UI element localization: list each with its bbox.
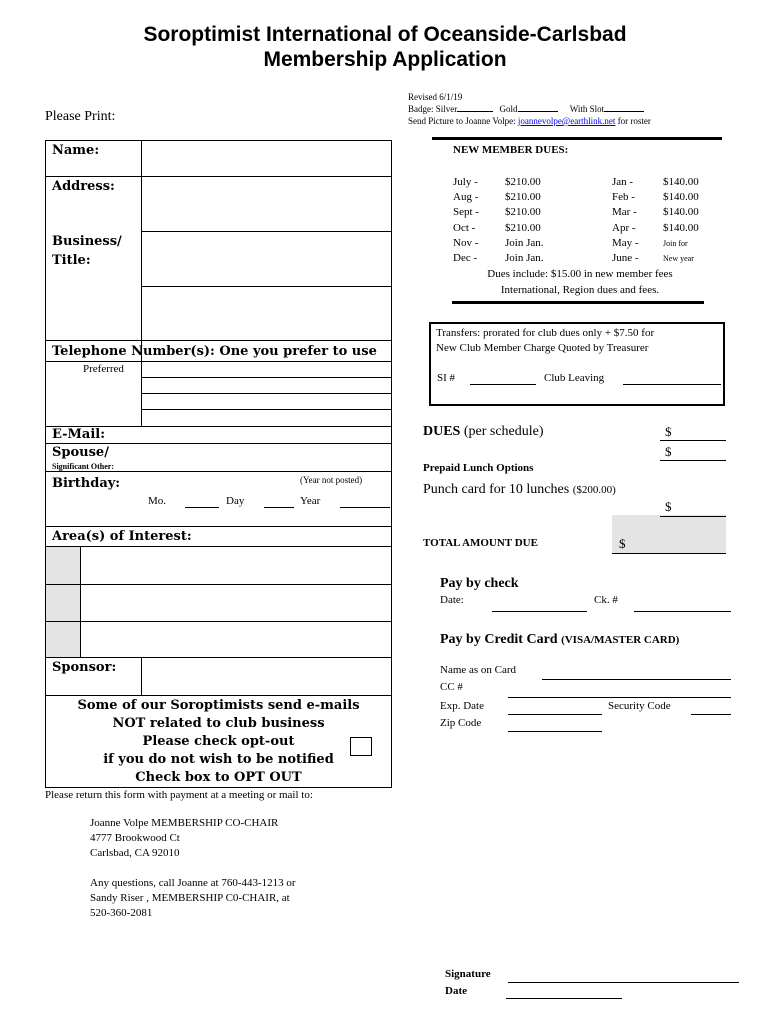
punch-amount-field[interactable] bbox=[660, 516, 726, 517]
punch-card-line bbox=[423, 482, 616, 498]
year-not-posted: (Year not posted) bbox=[300, 475, 363, 485]
dues-right-value-6: New year bbox=[663, 254, 694, 264]
punch-card-price: ($200.00) bbox=[572, 484, 616, 496]
telephone-field[interactable] bbox=[142, 362, 391, 425]
transfers-line-2: New Club Member Charge Quoted by Treasurer bbox=[436, 342, 649, 354]
badge-slot-label: With Slot bbox=[569, 104, 605, 114]
title-line-2: Membership Application bbox=[263, 48, 507, 71]
telephone-label: Telephone Number(s): One you prefer to use bbox=[52, 344, 377, 359]
dues-dollar-2: $ bbox=[665, 444, 672, 459]
optout-checkbox[interactable] bbox=[350, 737, 372, 756]
interest-field-2[interactable] bbox=[81, 585, 391, 621]
month-field[interactable] bbox=[185, 507, 219, 508]
please-print: Please Print: bbox=[45, 109, 116, 124]
pay-by-check-heading: Pay by check bbox=[440, 576, 519, 591]
dues-left-value-2: $210.00 bbox=[505, 191, 541, 204]
transfers-line-1: Transfers: prorated for club dues only + $7.50 for bbox=[436, 327, 655, 339]
name-on-card-field[interactable] bbox=[542, 679, 731, 680]
dues-right-value-4: $140.00 bbox=[663, 221, 699, 234]
day-field[interactable] bbox=[264, 507, 294, 508]
dues-left-month-3: Sept - bbox=[453, 206, 479, 219]
interest-shade-1 bbox=[46, 547, 81, 584]
badge-silver-label: Badge: Silver bbox=[408, 104, 458, 114]
badge-gold-label: Gold bbox=[499, 104, 518, 114]
dues-left-month-6: Dec - bbox=[453, 252, 478, 265]
signature-date-label: Date bbox=[445, 985, 467, 997]
security-code-label: Security Code bbox=[608, 700, 671, 712]
interest-label: Area(s) of Interest: bbox=[52, 529, 192, 544]
zip-code-field[interactable] bbox=[508, 731, 602, 732]
interest-shade-3 bbox=[46, 622, 81, 657]
total-dollar: $ bbox=[619, 536, 626, 551]
name-label: Name: bbox=[52, 143, 100, 158]
dues-right-value-1: $140.00 bbox=[663, 176, 699, 188]
check-date-label: Date: bbox=[440, 594, 464, 606]
pay-by-card-label: Pay by Credit Card bbox=[440, 632, 562, 647]
dues-line bbox=[423, 424, 544, 440]
dues-include bbox=[420, 266, 740, 298]
revised-date: Revised 6/1/19 bbox=[408, 92, 463, 102]
significant-other-label: Significant Other: bbox=[52, 462, 114, 471]
exp-date-label: Exp. Date bbox=[440, 700, 484, 712]
month-label: Mo. bbox=[148, 495, 167, 507]
business-title-label: Title: bbox=[52, 253, 91, 268]
optout-line-4: if you do not wish to be notified bbox=[103, 752, 334, 767]
cc-number-field[interactable] bbox=[508, 697, 731, 698]
dues-include-line-1: Dues include: $15.00 in new member fees bbox=[487, 268, 673, 280]
optout-text bbox=[46, 697, 391, 787]
dues-right-value-3: $140.00 bbox=[663, 206, 699, 219]
send-picture-text: Send Picture to Joanne Volpe: bbox=[408, 116, 518, 126]
dues-left-month-4: Oct - bbox=[453, 221, 476, 234]
preferred-label: Preferred bbox=[83, 363, 124, 375]
dues-right-month-1: Jan - bbox=[612, 176, 634, 188]
day-label: Day bbox=[226, 495, 245, 507]
club-leaving-label: Club Leaving bbox=[544, 372, 605, 384]
dues-right-month-5: May - bbox=[612, 236, 639, 249]
check-date-field[interactable] bbox=[492, 611, 587, 612]
dues-right-month-2: Feb - bbox=[612, 191, 635, 204]
signature-label: Signature bbox=[445, 968, 491, 980]
dues-left-value-6: Join Jan. bbox=[505, 252, 544, 265]
total-amount-field[interactable] bbox=[612, 553, 726, 554]
card-types: (VISA/MASTER CARD) bbox=[561, 634, 680, 646]
address-line-2: 4777 Brookwood Ct bbox=[90, 832, 180, 844]
dues-bold: DUES bbox=[423, 424, 461, 439]
signature-field[interactable] bbox=[508, 982, 739, 983]
for-roster-text: for roster bbox=[615, 116, 651, 126]
check-number-label: Ck. # bbox=[594, 594, 618, 606]
optout-line-5: Check box to OPT OUT bbox=[135, 770, 302, 785]
dues-left-months bbox=[453, 175, 479, 266]
punch-dollar: $ bbox=[665, 499, 672, 514]
punch-card-label: Punch card for 10 lunches bbox=[423, 482, 573, 497]
dues-right-month-6: June - bbox=[612, 252, 639, 265]
dues-left-value-3: $210.00 bbox=[505, 206, 541, 219]
dues-right-month-3: Mar - bbox=[612, 206, 637, 219]
title-line-1: Soroptimist International of Oceanside-Carlsbad bbox=[143, 23, 627, 46]
dues-include-line-2: International, Region dues and fees. bbox=[500, 284, 660, 296]
dues-left-value-4: $210.00 bbox=[505, 221, 541, 234]
pay-by-card-heading bbox=[440, 632, 679, 648]
optout-line-2: NOT related to club business bbox=[112, 716, 325, 731]
spouse-label: Spouse/ bbox=[52, 445, 109, 460]
prepaid-lunch-label: Prepaid Lunch Options bbox=[423, 462, 534, 474]
interest-field-1[interactable] bbox=[81, 547, 391, 584]
dues-right-value-2: $140.00 bbox=[663, 191, 699, 204]
name-on-card-label: Name as on Card bbox=[440, 664, 517, 676]
year-label: Year bbox=[300, 495, 321, 507]
badge-row bbox=[408, 103, 644, 115]
dues-left-value-5: Join Jan. bbox=[505, 236, 544, 249]
sponsor-label: Sponsor: bbox=[52, 660, 117, 675]
cc-number-label: CC # bbox=[440, 681, 463, 693]
return-instructions: Please return this form with payment at a meeting or mail to: bbox=[45, 789, 313, 801]
interest-shade-2 bbox=[46, 585, 81, 621]
page-title bbox=[0, 22, 770, 72]
dues-left-month-5: Nov - bbox=[453, 236, 479, 249]
address-line-1: Joanne Volpe MEMBERSHIP CO-CHAIR bbox=[90, 817, 279, 829]
total-shade bbox=[612, 515, 726, 553]
dues-left-month-2: Aug - bbox=[453, 191, 479, 204]
sponsor-field[interactable] bbox=[142, 658, 391, 694]
dues-amount-field[interactable] bbox=[660, 440, 726, 441]
email-field[interactable] bbox=[142, 427, 391, 442]
dues-right-month-4: Apr - bbox=[612, 221, 636, 234]
check-number-field[interactable] bbox=[634, 611, 731, 612]
transfers-text bbox=[436, 326, 654, 356]
contact-info bbox=[90, 876, 296, 921]
contact-line-2: Sandy Riser , MEMBERSHIP C0-CHAIR, at bbox=[90, 892, 290, 904]
total-label: TOTAL AMOUNT DUE bbox=[423, 537, 538, 549]
si-label: SI # bbox=[437, 372, 456, 384]
dues-left-values bbox=[505, 175, 544, 266]
signature-date-field[interactable] bbox=[506, 998, 622, 999]
dues-dollar-1: $ bbox=[665, 424, 672, 439]
dues-right-months bbox=[612, 175, 639, 266]
address-label: Address: bbox=[52, 179, 115, 194]
zip-code-label: Zip Code bbox=[440, 717, 482, 729]
dues-right-values bbox=[663, 175, 699, 266]
dues-heading: NEW MEMBER DUES: bbox=[453, 144, 569, 156]
name-field[interactable] bbox=[142, 141, 391, 176]
contact-line-3: 520-360-2081 bbox=[90, 907, 153, 919]
optout-line-3: Please check opt-out bbox=[142, 734, 295, 749]
year-field[interactable] bbox=[340, 507, 390, 508]
security-code-field[interactable] bbox=[691, 714, 731, 715]
dues-right-value-5: Join for bbox=[663, 238, 688, 248]
email-link[interactable]: joannevolpe@earthlink.net bbox=[517, 116, 616, 126]
optout-line-1: Some of our Soroptimists send e-mails bbox=[77, 698, 360, 713]
club-leaving-field[interactable] bbox=[623, 384, 721, 385]
contact-line-1: Any questions, call Joanne at 760-443-1213 or bbox=[90, 877, 296, 889]
address-line-3: Carlsbad, CA 92010 bbox=[90, 847, 180, 859]
email-label: E-Mail: bbox=[52, 427, 106, 442]
mail-address bbox=[90, 816, 278, 861]
interest-field-3[interactable] bbox=[81, 622, 391, 657]
business-label: Business/ bbox=[52, 234, 122, 249]
dues-left-month-1: July - bbox=[453, 176, 478, 188]
birthday-label: Birthday: bbox=[52, 476, 121, 491]
address-field[interactable] bbox=[142, 177, 391, 285]
send-picture-row bbox=[408, 115, 651, 127]
dues-amount-field-2[interactable] bbox=[660, 460, 726, 461]
dues-per-schedule: (per schedule) bbox=[460, 424, 544, 439]
dues-left-value-1: $210.00 bbox=[505, 176, 541, 188]
exp-date-field[interactable] bbox=[508, 714, 602, 715]
si-field[interactable] bbox=[470, 384, 536, 385]
